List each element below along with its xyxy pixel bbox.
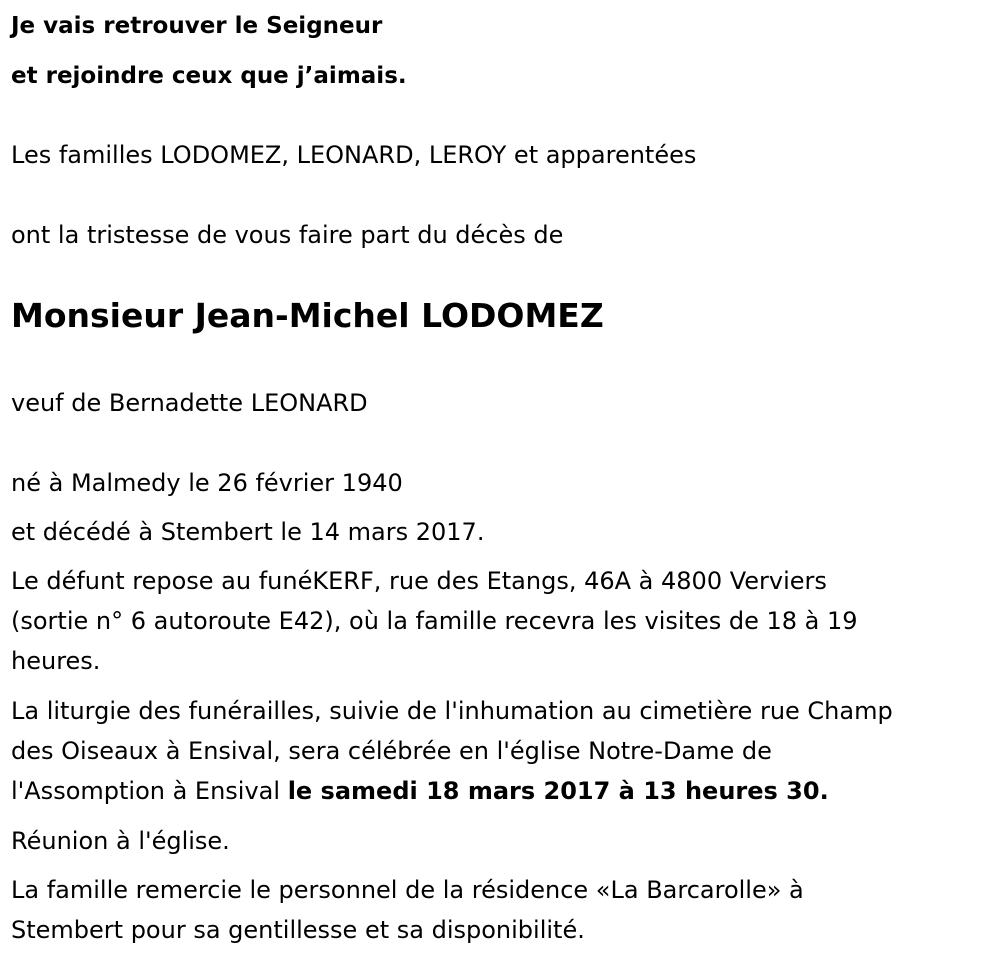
widower-line: veuf de Bernadette LEONARD xyxy=(11,389,368,417)
deceased-name: Monsieur Jean-Michel LODOMEZ xyxy=(11,296,604,335)
families-line: Les familles LODOMEZ, LEONARD, LEROY et apparentées xyxy=(11,141,697,169)
visitation-paragraph xyxy=(11,561,996,681)
death-line: et décédé à Stembert le 14 mars 2017. xyxy=(11,518,485,546)
visitation-line-2: (sortie n° 6 autoroute E42), où la famille recevra les visites de 18 à 19 xyxy=(11,607,858,635)
meeting-line: Réunion à l'église. xyxy=(11,827,230,855)
epigraph-line-2: et rejoindre ceux que j’aimais. xyxy=(11,63,407,89)
announcement-intro: ont la tristesse de vous faire part du décès de xyxy=(11,221,564,249)
liturgy-paragraph xyxy=(11,691,996,811)
thanks-line-2: Stembert pour sa gentillesse et sa disponibilité. xyxy=(11,916,585,944)
funeral-date-time: le samedi 18 mars 2017 à 13 heures 30. xyxy=(287,777,829,805)
epigraph-line-1: Je vais retrouver le Seigneur xyxy=(11,13,383,39)
thanks-paragraph xyxy=(11,870,996,950)
liturgy-line-3 xyxy=(11,771,996,811)
liturgy-line-1: La liturgie des funérailles, suivie de l'inhumation au cimetière rue Champ xyxy=(11,697,893,725)
liturgy-line-2: des Oiseaux à Ensival, sera célébrée en l'église Notre-Dame de xyxy=(11,737,772,765)
visitation-line-1: Le défunt repose au funéKERF, rue des Etangs, 46A à 4800 Verviers xyxy=(11,567,827,595)
birth-line: né à Malmedy le 26 février 1940 xyxy=(11,469,403,497)
thanks-line-1: La famille remercie le personnel de la résidence «La Barcarolle» à xyxy=(11,876,804,904)
visitation-line-3: heures. xyxy=(11,647,101,675)
liturgy-line-3-text: l'Assomption à Ensival xyxy=(11,777,288,805)
